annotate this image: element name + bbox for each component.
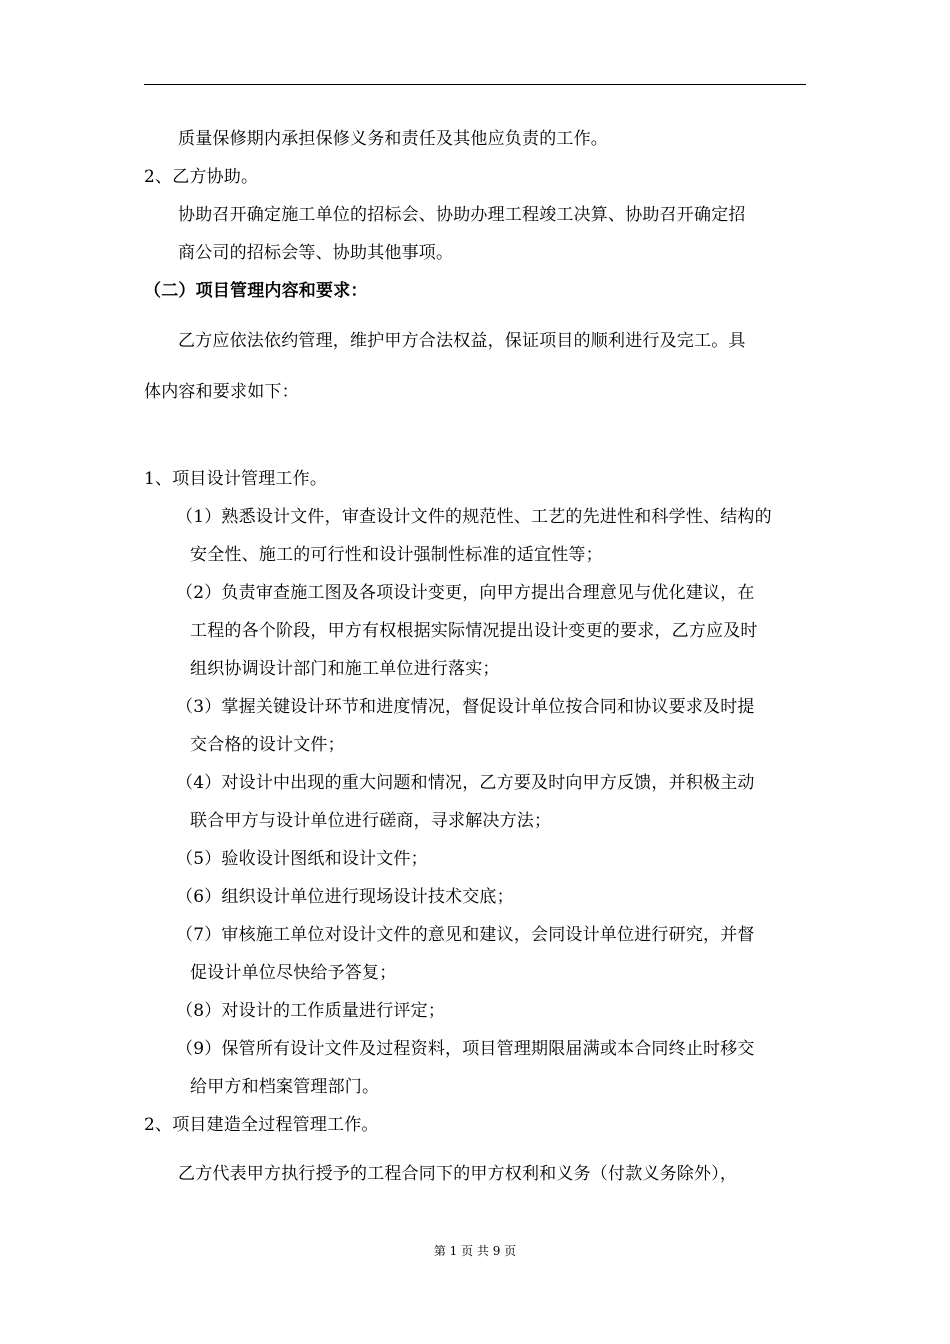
text-line: （8）对设计的工作质量进行评定；: [176, 1001, 446, 1021]
text-line: （9）保管所有设计文件及过程资料，项目管理期限届满或本合同终止时移交: [176, 1039, 755, 1059]
text-line: （3）掌握关键设计环节和进度情况，督促设计单位按合同和协议要求及时提: [176, 697, 755, 717]
text-line: 组织协调设计部门和施工单位进行落实；: [190, 659, 500, 679]
text-line: 协助召开确定施工单位的招标会、协助办理工程竣工决算、协助召开确定招: [178, 205, 746, 225]
text-line: 安全性、施工的可行性和设计强制性标准的适宜性等；: [190, 545, 603, 565]
text-line: 乙方应依法依约管理，维护甲方合法权益，保证项目的顺利进行及完工。具: [178, 331, 746, 351]
text-line: （6）组织设计单位进行现场设计技术交底；: [176, 887, 514, 907]
text-line: 给甲方和档案管理部门。: [190, 1077, 380, 1097]
text-line: 交合格的设计文件；: [190, 735, 345, 755]
text-line: （5）验收设计图纸和设计文件；: [176, 849, 428, 869]
text-line: （7）审核施工单位对设计文件的意见和建议，会同设计单位进行研究，并督: [176, 925, 755, 945]
section-heading: （二）项目管理内容和要求：: [144, 281, 368, 301]
subsection-heading: 1、项目设计管理工作。: [144, 469, 328, 489]
text-line: （4）对设计中出现的重大问题和情况，乙方要及时向甲方反馈，并积极主动: [176, 773, 755, 793]
text-line: 质量保修期内承担保修义务和责任及其他应负责的工作。: [178, 129, 608, 149]
page-number: 第 1 页 共 9 页: [433, 1244, 517, 1258]
text-line: 商公司的招标会等、协助其他事项。: [178, 243, 454, 263]
text-line: 2、乙方协助。: [144, 167, 259, 187]
header-rule: [144, 84, 806, 85]
text-line: （1）熟悉设计文件，审查设计文件的规范性、工艺的先进性和科学性、结构的: [176, 507, 772, 527]
text-line: 工程的各个阶段，甲方有权根据实际情况提出设计变更的要求，乙方应及时: [190, 621, 758, 641]
text-line: 促设计单位尽快给予答复；: [190, 963, 397, 983]
subsection-heading: 2、项目建造全过程管理工作。: [144, 1115, 379, 1135]
text-line: 体内容和要求如下：: [144, 382, 299, 402]
text-line: 乙方代表甲方执行授予的工程合同下的甲方权利和义务（付款义务除外），: [178, 1164, 738, 1184]
text-line: （2）负责审查施工图及各项设计变更，向甲方提出合理意见与优化建议，在: [176, 583, 755, 603]
text-line: 联合甲方与设计单位进行磋商，寻求解决方法；: [190, 811, 552, 831]
